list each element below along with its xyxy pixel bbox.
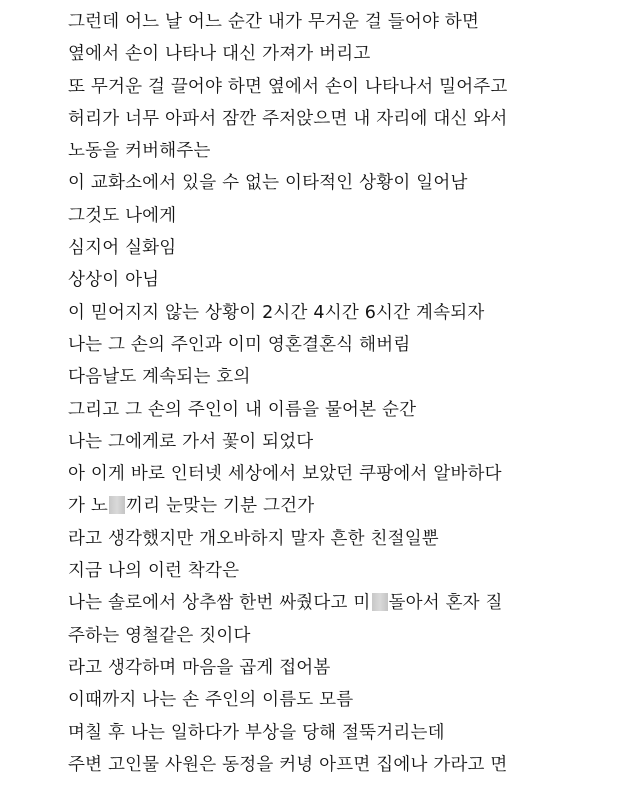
text-line: 나는 그 손의 주인과 이미 영혼결혼식 해버림 [68, 334, 411, 355]
text-line: 심지어 실화임 [68, 238, 177, 259]
text-segment: 돌아서 혼자 질 [388, 593, 503, 614]
text-line: 주변 고인물 사원은 동정을 커녕 아프면 집에나 가라고 면 [68, 754, 508, 775]
text-line: 노동을 커버해주는 [68, 141, 211, 162]
text-line: 그리고 그 손의 주인이 내 이름을 물어본 순간 [68, 399, 417, 420]
text-segment: 끼리 눈맞는 기분 그건가 [125, 496, 315, 517]
text-line: 주하는 영철같은 짓이다 [68, 625, 251, 646]
text-line-redacted [68, 587, 634, 619]
redaction-mask [109, 496, 125, 514]
text-line: 그런데 어느 날 어느 순간 내가 무거운 걸 들어야 하면 [68, 12, 480, 32]
text-line-redacted [68, 490, 634, 522]
text-line: 라고 생각하며 마음을 곱게 접어봄 [68, 657, 331, 678]
text-line: 상상이 아님 [68, 270, 160, 291]
text-line: 그것도 나에게 [68, 205, 177, 226]
text-line: 이때까지 나는 손 주인의 이름도 모름 [68, 690, 354, 711]
text-line: 또 무거운 걸 끌어야 하면 옆에서 손이 나타나서 밀어주고 [68, 76, 508, 97]
text-line: 이 믿어지지 않는 상황이 2시간 4시간 6시간 계속되자 [68, 302, 485, 323]
text-line: 아 이게 바로 인터넷 세상에서 보았던 쿠팡에서 알바하다 [68, 464, 502, 485]
text-line: 며칠 후 나는 일하다가 부상을 당해 절뚝거리는데 [68, 722, 445, 743]
text-line: 허리가 너무 아파서 잠깐 주저앉으면 내 자리에 대신 와서 [68, 108, 508, 129]
text-line: 지금 나의 이런 착각은 [68, 561, 240, 582]
text-segment: 가 노 [68, 496, 108, 517]
text-line: 이 교화소에서 있을 수 없는 이타적인 상황이 일어남 [68, 173, 468, 194]
text-line: 라고 생각했지만 개오바하지 말자 흔한 친절일뿐 [68, 528, 439, 549]
redaction-mask [372, 593, 388, 611]
post-text-body [68, 6, 634, 781]
text-segment: 나는 솔로에서 상추쌈 한번 싸줬다고 미 [68, 593, 371, 614]
text-line: 옆에서 손이 나타나 대신 가져가 버리고 [68, 44, 371, 65]
text-line: 나는 그에게로 가서 꽃이 되었다 [68, 431, 314, 452]
text-line: 다음날도 계속되는 호의 [68, 367, 251, 388]
